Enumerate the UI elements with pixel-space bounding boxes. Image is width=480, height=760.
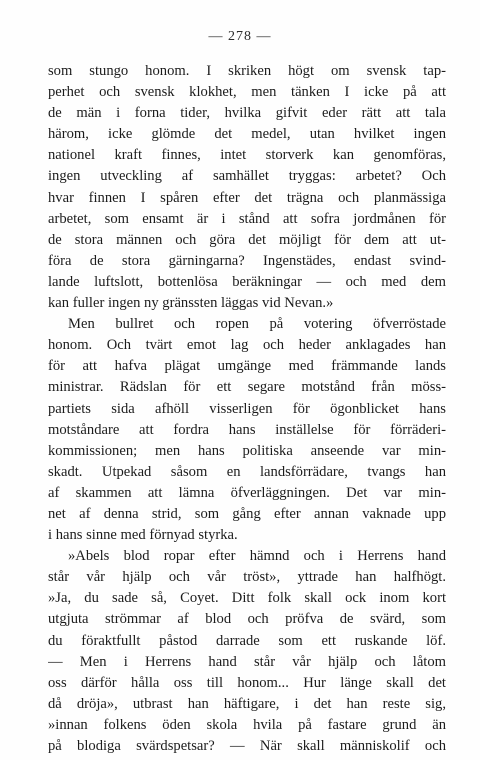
text-line: ingen utveckling af samhället tryggas: arbetet? Och — [48, 168, 446, 185]
page-number: — 278 — — [208, 29, 272, 44]
text-line: »Abels blod ropar efter hämnd och i Herrens hand — [68, 548, 446, 565]
text-line: partiets sida afhöll visserligen för ögonblicket hans — [48, 400, 446, 417]
text-line: de män i forna tider, hvilka gifvit eder rätt att tala — [48, 105, 446, 122]
text-line: på blodiga svärdspetsar? — När skall människolif och — [48, 738, 446, 754]
body-text — [48, 61, 446, 757]
text-line: härom, icke glömde det medel, utan hvilket ingen — [48, 126, 446, 143]
text-line: af skammen att lämna öfverläggningen. Det var min- — [48, 484, 446, 501]
text-line: honom. Och tvärt emot lag och heder anklagades han — [48, 337, 446, 354]
text-line: kan fuller ingen ny gränssten läggas vid Nevan.» — [48, 295, 334, 312]
text-line: ministrar. Rädslan för ett segare motstånd från möss- — [48, 379, 446, 396]
text-line: du föraktfullt påstod darrade som ett ruskande löf. — [48, 632, 446, 649]
text-line: — Men i Herrens hand står vår hjälp och låtom — [48, 653, 446, 670]
text-line: i hans sinne med förnyad styrka. — [48, 527, 238, 544]
text-line: Men bullret och ropen på votering öfverröstade — [68, 316, 446, 333]
text-line: »Ja, du sade så, Coyet. Ditt folk skall ock inom kort — [48, 590, 446, 607]
text-line: som stungo honom. I skriken högt om svensk tap- — [48, 63, 446, 79]
text-line: lande luftslott, bottenlösa beräkningar — och med dem — [48, 273, 446, 290]
text-line: oss därför hålla oss till honom... Hur länge skall det — [48, 674, 446, 691]
text-line: skadt. Utpekad såsom en landsförrädare, tvangs han — [48, 463, 446, 480]
text-line: kommissionen; men hans politiska anseende var min- — [48, 442, 446, 459]
text-line: arbetet, som ensamt är i stånd att sofra jordmånen för — [48, 210, 446, 227]
text-line: står vår hjälp och vår tröst», yttrade han halfhögt. — [48, 569, 446, 586]
text-line: perhet och svensk klokhet, men tänken I icke på att — [48, 84, 446, 101]
text-line: utgjuta strömmar af blod och pröfva de svärd, som — [48, 611, 446, 628]
text-line: »innan folkens öden skola hvila på fastare grund än — [48, 716, 446, 733]
text-line: hvar finnen I spåren efter det trägna och planmässiga — [48, 189, 446, 206]
text-line: föra de stora gärningarna? Ingenstädes, endast svind- — [48, 252, 446, 269]
text-line: de stora männen och göra det möjligt för dem att ut- — [48, 231, 446, 248]
text-line: nationel kraft finnes, intet storverk kan genomföras, — [48, 147, 446, 164]
text-line: för att hafva plägat umgänge med främmande lands — [48, 358, 446, 375]
text-line: net af denna strid, som gång efter annan vaknade upp — [48, 505, 446, 522]
text-line: då dröja», utbrast han häftigare, i det han reste sig, — [48, 695, 446, 712]
text-line: motståndare att fordra hans inställelse för förräderi- — [48, 421, 446, 438]
